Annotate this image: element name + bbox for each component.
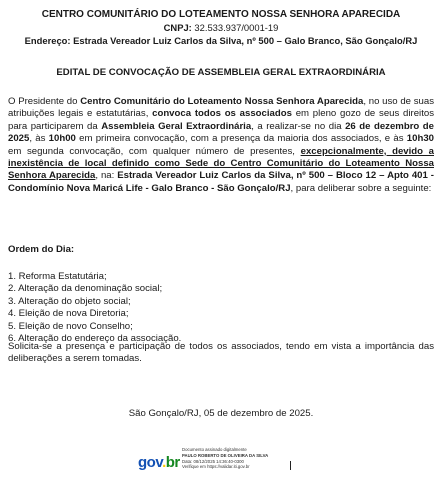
cnpj-line (0, 21, 442, 34)
cnpj-label: CNPJ: (163, 22, 192, 33)
signature-caption: Documento assinado digitalmente (182, 447, 247, 452)
org-name: CENTRO COMUNITÁRIO DO LOTEAMENTO NOSSA SENHORA APARECIDA (41, 9, 401, 20)
body-time-second: 10h30 (406, 133, 434, 145)
body-venue-address: Estrada Vereador Luiz Carlos da Silva, nº 500 – Bloco 12 – Apto 401 - Condomínio Nova Maricá Life - Galo Branco - São Gonçalo/RJ (8, 170, 434, 194)
body-text-11: em primeira convocação, com a presença da maioria dos associados, e às (75, 133, 407, 145)
body-exception-note: excepcionalmente, devido a inexistência de local definido como Sede do Centro Comunitário do Loteamento Nossa Senhora Aparecida (8, 145, 434, 182)
signature-verify-link[interactable]: Verifique em https://validar.iti.gov.br (182, 464, 250, 470)
body-text-5: em pleno gozo de seus direitos para participarem da (8, 108, 434, 132)
body-text-17: , para deliberar sobre a seguinte: (290, 182, 432, 194)
convocation-paragraph (8, 96, 434, 195)
body-text-15: , na: (95, 170, 118, 182)
agenda-item: 5. Eleição de novo Conselho; (8, 320, 133, 332)
body-text-3: , no uso de suas atribuições legais e estatutárias, (8, 96, 435, 120)
agenda-item: 2. Alteração da denominação social; (8, 283, 163, 295)
body-date: 26 de dezembro de 2025 (8, 120, 435, 145)
govbr-logo (138, 455, 180, 471)
date-line: São Gonçalo/RJ, 05 de dezembro de 2025. (128, 408, 314, 419)
agenda-item: 3. Alteração do objeto social; (8, 295, 131, 307)
signer-name: PAULO ROBERTO DE OLIVEIRA DA SILVA (182, 452, 269, 458)
body-text-9: , às (29, 133, 49, 145)
edital-title: EDITAL DE CONVOCAÇÃO DE ASSEMBLEIA GERAL EXTRAORDINÁRIA (56, 67, 386, 78)
signature-mark (290, 461, 291, 470)
cnpj-value: 32.533.937/0001-19 (194, 22, 279, 33)
signature-date: Data: 08/12/2025 14:36:40-0300 (182, 458, 244, 464)
document-header (0, 8, 442, 47)
signature-details (182, 447, 268, 470)
closing-paragraph: Solicita-se a presença e participação de todos os associados, tendo em vista a importância das deliberações a serem tomadas. (8, 341, 434, 365)
body-org-name: Centro Comunitário do Loteamento Nossa Senhora Aparecida (80, 96, 364, 107)
digital-signature-block (134, 447, 314, 479)
body-text-13: em segunda convocação, com qualquer número de presentes, (8, 145, 301, 157)
agenda-item: 4. Eleição de nova Diretoria; (8, 308, 129, 320)
agenda-title: Ordem do Dia: (8, 244, 75, 255)
govbr-logo-br: br (165, 454, 180, 471)
address-label: Endereço: (24, 35, 71, 46)
agenda-item: 1. Reforma Estatutária; (8, 271, 107, 282)
address-line (0, 34, 442, 47)
body-assembly-name: Assembleia Geral Extraordinária (101, 120, 252, 132)
body-text-7: , a realizar-se no dia (251, 120, 346, 132)
agenda-list (8, 271, 181, 345)
address-value: Estrada Vereador Luiz Carlos da Silva, nº 500 – Galo Branco, São Gonçalo/RJ (73, 35, 418, 46)
govbr-logo-dot: . (162, 454, 166, 471)
body-text-1: O Presidente do (8, 96, 81, 107)
body-convoca: convoca todos os associados (152, 108, 292, 120)
agenda-item: 6. Alteração do endereço da associação. (8, 333, 182, 345)
govbr-logo-gov: gov (138, 454, 163, 471)
body-time-first: 10h00 (48, 133, 76, 145)
